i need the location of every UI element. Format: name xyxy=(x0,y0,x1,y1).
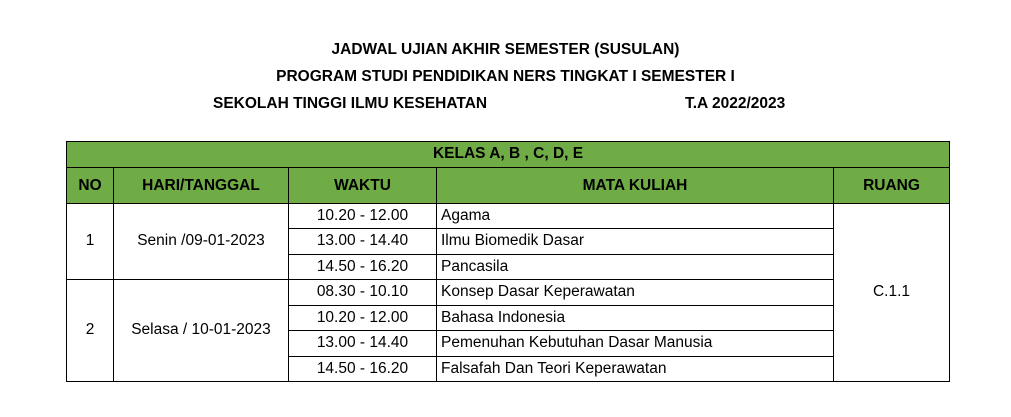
row-subject: Agama xyxy=(437,203,834,229)
institution-name: SEKOLAH TINGGI ILMU KESEHATAN xyxy=(213,95,488,112)
class-banner: KELAS A, B , C, D, E xyxy=(67,142,950,168)
row-day-date: Senin /09-01-2023 xyxy=(114,203,289,280)
row-time: 10.20 - 12.00 xyxy=(289,203,437,229)
row-subject: Falsafah Dan Teori Keperawatan xyxy=(437,356,834,382)
row-subject: Pancasila xyxy=(437,254,834,280)
class-banner-row xyxy=(67,142,950,168)
room-cell: C.1.1 xyxy=(834,203,950,382)
table-row xyxy=(67,203,950,229)
row-subject: Bahasa Indonesia xyxy=(437,305,834,331)
row-time: 13.00 - 14.40 xyxy=(289,331,437,357)
header-no: NO xyxy=(67,167,114,203)
academic-year: T.A 2022/2023 xyxy=(685,95,786,112)
header-room: RUANG xyxy=(834,167,950,203)
row-no: 2 xyxy=(67,280,114,382)
header-subject: MATA KULIAH xyxy=(437,167,834,203)
row-time: 10.20 - 12.00 xyxy=(289,305,437,331)
row-time: 14.50 - 16.20 xyxy=(289,356,437,382)
row-time: 14.50 - 16.20 xyxy=(289,254,437,280)
exam-schedule-table xyxy=(66,141,950,382)
table-row xyxy=(67,280,950,306)
row-day-date: Selasa / 10-01-2023 xyxy=(114,280,289,382)
row-subject: Konsep Dasar Keperawatan xyxy=(437,280,834,306)
header-day-date: HARI/TANGGAL xyxy=(114,167,289,203)
row-time: 08.30 - 10.10 xyxy=(289,280,437,306)
header-row xyxy=(67,167,950,203)
document-title-block xyxy=(0,36,1011,117)
header-time: WAKTU xyxy=(289,167,437,203)
title-line-3 xyxy=(0,90,1011,117)
title-line-2: PROGRAM STUDI PENDIDIKAN NERS TINGKAT I SEMESTER I xyxy=(276,68,735,85)
title-line-1: JADWAL UJIAN AKHIR SEMESTER (SUSULAN) xyxy=(331,41,680,58)
row-subject: Pemenuhan Kebutuhan Dasar Manusia xyxy=(437,331,834,357)
row-time: 13.00 - 14.40 xyxy=(289,229,437,255)
row-subject: Ilmu Biomedik Dasar xyxy=(437,229,834,255)
row-no: 1 xyxy=(67,203,114,280)
